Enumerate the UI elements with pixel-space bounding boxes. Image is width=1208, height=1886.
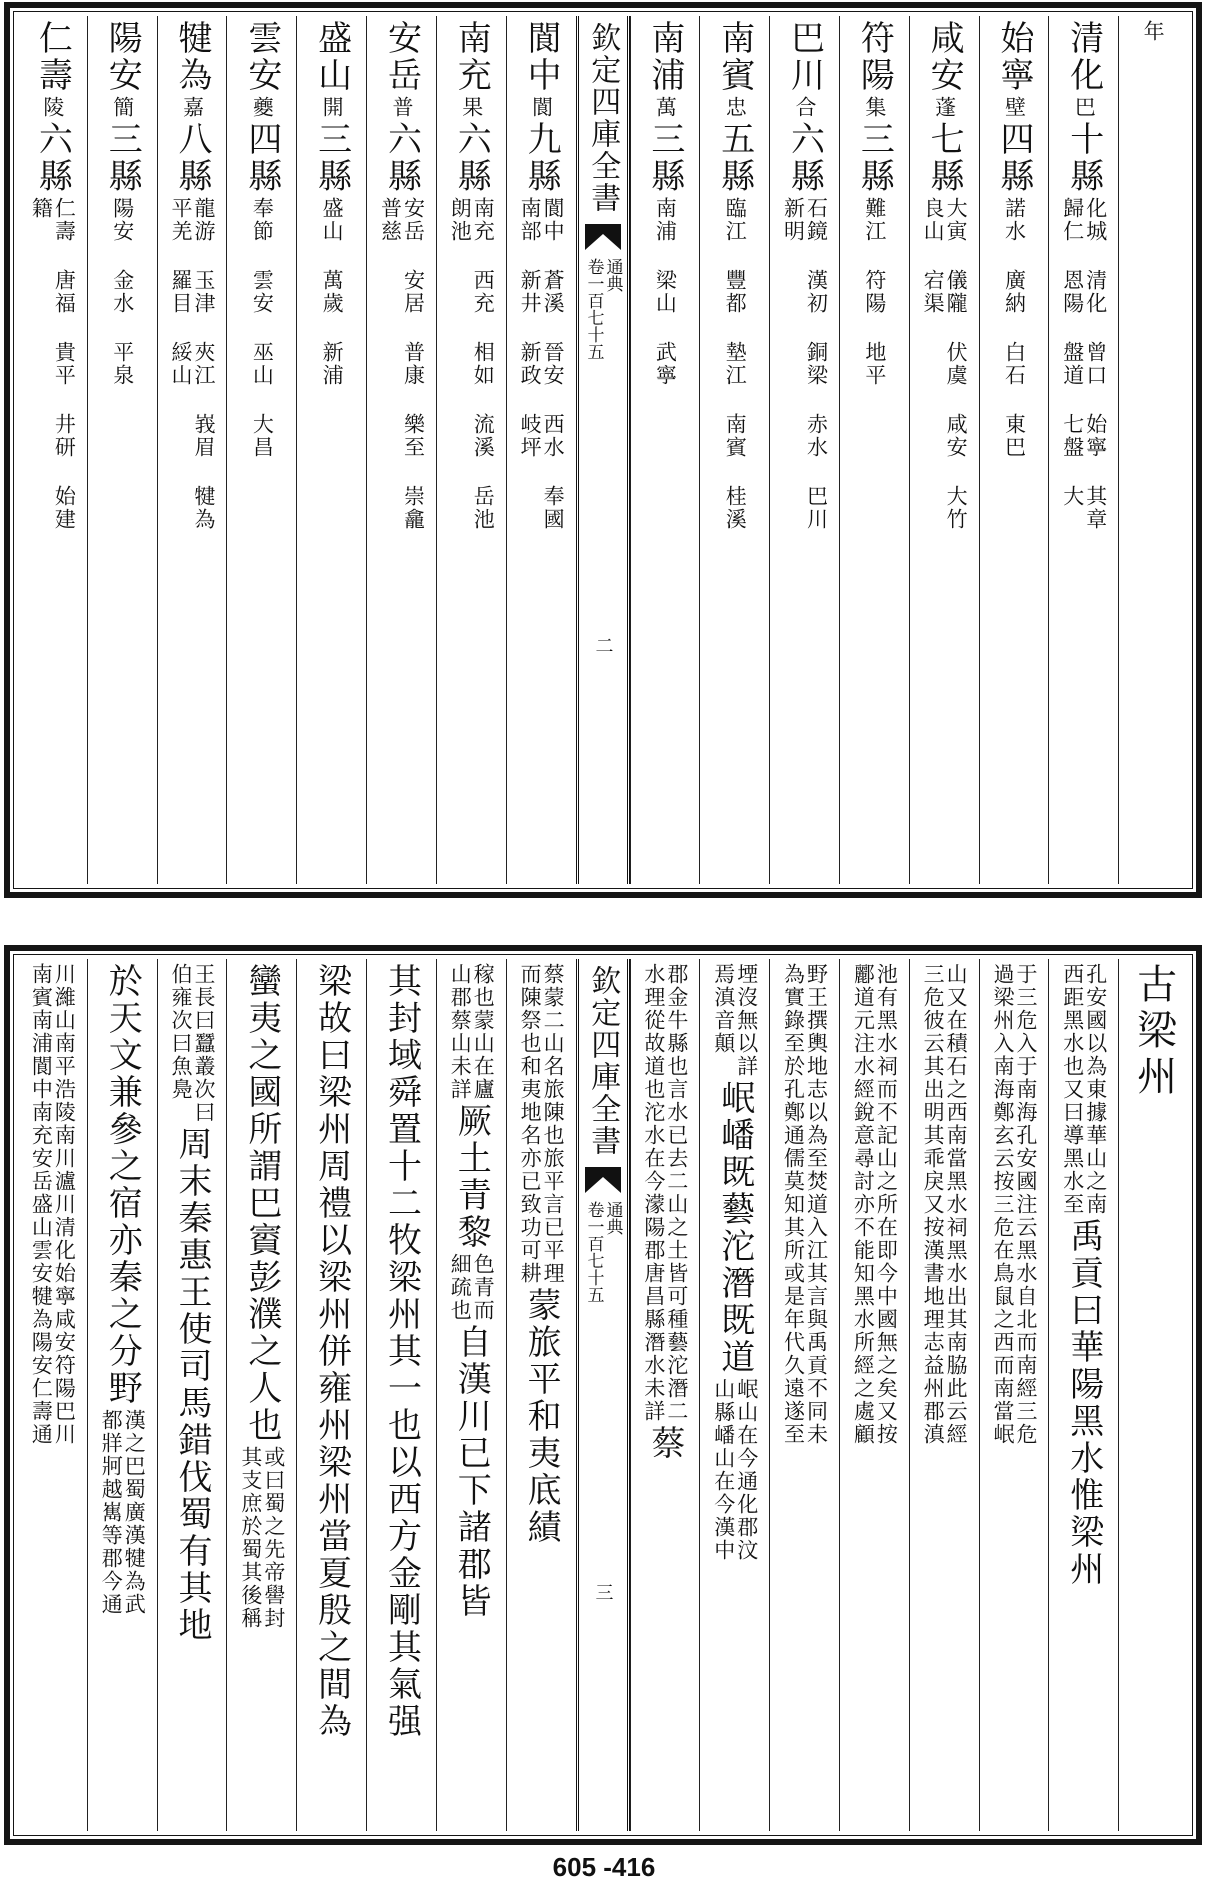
text-column (18, 16, 87, 884)
text-column (699, 16, 769, 884)
heading-group (993, 20, 1034, 195)
note-line: 閬 (529, 96, 554, 119)
note-line: 過梁州入南海鄭玄云按三危在鳥鼠之西而南當岷 (990, 963, 1015, 1446)
note-line: 蔡蒙二山名旅陳也旅平言已平理 (541, 963, 566, 1285)
column-flow (1062, 963, 1106, 1588)
column-flow (29, 20, 77, 531)
text-column (366, 16, 436, 884)
note-line: 酈道元注水經銳意尋討亦不能知黑水所經之處顧 (851, 963, 876, 1446)
text-column (226, 959, 296, 1831)
note-line: 閬中 蒼溪 晉安 西水 奉國 (541, 197, 566, 531)
note-line: 奉節 雲安 巫山 大昌 (250, 197, 275, 459)
main-text: 九縣 (521, 121, 562, 195)
note-line: 蓬 (932, 96, 957, 119)
text-column (87, 959, 157, 1831)
column-flow (29, 963, 77, 1446)
column-flow (169, 20, 217, 531)
note-line: 石鏡 漢初 銅梁 赤水 巴川 (804, 197, 829, 531)
note-line: 南賓南浦閬中南充安岳盛山雲安犍為陽安仁壽通 (29, 963, 54, 1446)
text-column (157, 16, 227, 884)
column-flow (311, 963, 352, 1740)
main-text: 四縣 (241, 121, 282, 195)
note-line: 大寅 儀隴 伏虞 咸安 大竹 (944, 197, 969, 531)
note-line: 為實錄至於孔鄭通儒莫知其所或是年代久遠遂至 (781, 963, 806, 1446)
text-column (769, 959, 839, 1831)
main-text: 五縣 (714, 121, 755, 195)
heading-group (644, 20, 685, 195)
fish-tail-icon (585, 1167, 621, 1193)
source-title: 通典 (602, 258, 623, 292)
note-line: 稼也蒙山在廬 (471, 963, 496, 1101)
heading-group (924, 20, 965, 195)
text-column (18, 959, 87, 1831)
note-line: 郡金牛縣也言水已去二山之土皆可種藝沱潛二 (664, 963, 689, 1423)
volume-number: 卷一百七十五 (583, 1201, 604, 1303)
main-text: 三縣 (644, 121, 685, 195)
note-line: 南部 新井 新政 岐坪 (518, 197, 543, 459)
column-flow (378, 20, 426, 531)
main-text: 安岳 (381, 20, 422, 94)
note-line: 諾水 廣納 白石 東巴 (1002, 197, 1027, 459)
main-text: 六縣 (451, 121, 492, 195)
commentary (448, 1253, 496, 1322)
main-text: 南浦 (644, 20, 685, 94)
column-flow (921, 20, 969, 531)
column-flow (169, 963, 217, 1644)
commentary (250, 197, 275, 459)
commentary (378, 197, 426, 531)
text-column (839, 16, 909, 884)
column-flow (643, 963, 687, 1462)
note-line: 伯雍次曰魚鳧 (169, 963, 194, 1101)
commentary (783, 963, 827, 1446)
note-line: 普慈 (378, 197, 403, 243)
note-line: 臨江 豐都 墊江 南賓 桂溪 (723, 197, 748, 531)
main-text: 八縣 (172, 121, 213, 195)
volume-number: 卷一百七十五 (583, 258, 604, 360)
commentary (851, 963, 899, 1446)
note-line: 陵 (40, 96, 65, 119)
main-text: 咸安 (924, 20, 965, 94)
note-line: 良山 宕渠 (921, 197, 946, 315)
commentary (643, 963, 687, 1423)
leaf-number: 三 (592, 1583, 614, 1601)
main-text: 犍為 (172, 20, 213, 94)
main-text: 三縣 (854, 121, 895, 195)
note-line: 果 (459, 96, 484, 119)
commentary (99, 1409, 147, 1616)
column-flow (1062, 20, 1106, 531)
commentary (240, 1446, 284, 1630)
commentary (713, 1378, 757, 1562)
text-column (839, 959, 909, 1831)
column-flow (518, 963, 566, 1546)
text-column (979, 16, 1049, 884)
note-line: 細疏也 (448, 1253, 473, 1322)
commentary (783, 197, 827, 531)
note-line: 難江 符陽 地平 (862, 197, 887, 387)
note-line: 三危彼云其出明其乖戾又按漢書地理志益州郡滇 (921, 963, 946, 1446)
text-column (87, 16, 157, 884)
leaf-number: 二 (592, 636, 614, 654)
text-column (157, 959, 227, 1831)
note-line: 夔 (250, 96, 275, 119)
main-text: 清化 (1063, 20, 1104, 94)
column-flow (102, 20, 143, 387)
heading-group (311, 20, 352, 195)
commentary (448, 963, 496, 1101)
main-text: 六縣 (381, 121, 422, 195)
column-flow (99, 963, 147, 1616)
note-line: 壁 (1002, 96, 1027, 119)
text-column (296, 959, 366, 1831)
main-text: 仁壽 (32, 20, 73, 94)
text-column (296, 16, 366, 884)
column-flow (448, 20, 496, 531)
commentary (1142, 20, 1165, 43)
main-text: 厥土青黎 (451, 1103, 492, 1251)
column-flow (713, 963, 757, 1562)
heading-group (32, 20, 73, 195)
text-column (436, 16, 506, 884)
column-flow (644, 20, 685, 387)
heading-group (381, 20, 422, 195)
text-column (506, 16, 576, 884)
text-column (769, 16, 839, 884)
heading-group (1063, 20, 1104, 195)
note-line: 焉滇音顛 (711, 963, 736, 1055)
column-flow (921, 963, 969, 1446)
note-line: 山縣嶓山在今漢中 (711, 1378, 736, 1562)
commentary (921, 197, 969, 531)
main-text: 於天文兼參之宿亦秦之分野 (102, 963, 143, 1407)
text-column (630, 959, 700, 1831)
note-line: 或曰蜀之先帝嚳封 (261, 1446, 286, 1630)
heading-group (102, 20, 143, 195)
note-line: 籍 (29, 197, 54, 220)
commentary (1002, 197, 1027, 459)
column-flow (992, 963, 1036, 1446)
text-column (1118, 16, 1188, 884)
note-line: 巴 (1072, 96, 1097, 119)
main-text: 蒙旅平和夷底績 (521, 1287, 562, 1546)
commentary (713, 963, 757, 1078)
commentary (29, 197, 77, 531)
book-title: 欽定四庫全書 (585, 965, 621, 1157)
note-line: 堙沒無以詳 (734, 963, 759, 1078)
note-line: 普 (389, 96, 414, 119)
main-text: 梁故曰梁州周禮以梁州併雍州梁州當夏殷之間為 (311, 963, 352, 1740)
main-text: 巴川 (784, 20, 825, 94)
note-line: 孔安國以為東據華山之南 (1083, 963, 1108, 1216)
note-line: 化城 清化 曾口 始寧 其章 (1083, 197, 1108, 531)
column-flow (1142, 20, 1165, 43)
note-line: 萬 (653, 96, 678, 119)
page-number: 605 -416 (552, 1852, 656, 1882)
commentary (864, 197, 885, 387)
note-line: 南充 西充 相如 流溪 岳池 (471, 197, 496, 531)
text-column (1048, 959, 1118, 1831)
main-text: 三縣 (311, 121, 352, 195)
center-strip (576, 16, 630, 884)
note-line: 漢之巴蜀廣漢犍為武 (122, 1409, 147, 1616)
main-text: 禹貢曰華陽黑水惟梁州 (1063, 1218, 1104, 1588)
main-text: 南充 (451, 20, 492, 94)
text-column (226, 16, 296, 884)
main-text: 盛山 (311, 20, 352, 94)
main-text: 閬中 (521, 20, 562, 94)
main-text: 岷嶓既藝沱潛既道 (714, 1080, 755, 1376)
commentary (921, 963, 969, 1446)
note-line: 新明 (781, 197, 806, 243)
column-flow (240, 963, 284, 1630)
upper-columns (18, 16, 1188, 884)
note-line: 山又在積石之西南當黑水祠黑水出其南脇此云經 (944, 963, 969, 1446)
note-line: 岷山在今通化郡汶 (734, 1378, 759, 1562)
commentary (653, 197, 678, 387)
column-flow (714, 20, 755, 531)
upper-page (4, 2, 1202, 898)
text-column (979, 959, 1049, 1831)
commentary (448, 197, 496, 531)
note-line: 陽安 金水 平泉 (110, 197, 135, 387)
main-text: 蠻夷之國所謂巴賨彭濮之人也 (241, 963, 282, 1444)
note-line: 忠 (723, 96, 748, 119)
main-text: 七縣 (924, 121, 965, 195)
commentary (518, 963, 566, 1285)
commentary (29, 963, 77, 1446)
note-line: 歸仁 恩陽 盤道 七盤 大 (1060, 197, 1085, 508)
note-line: 色青而 (471, 1253, 496, 1322)
note-line: 開 (320, 96, 345, 119)
text-column (909, 16, 979, 884)
page-info (585, 258, 621, 360)
note-line: 年 (1141, 20, 1166, 43)
main-text: 四縣 (993, 121, 1034, 195)
heading-group (451, 20, 492, 195)
text-column (436, 959, 506, 1831)
note-line: 都牂牁越嶲等郡今通 (99, 1409, 124, 1616)
note-line: 安岳 安居 普康 樂至 崇龕 (401, 197, 426, 531)
page-info (585, 1201, 621, 1303)
center-strip (576, 959, 630, 1831)
heading-group (521, 20, 562, 195)
source-title: 通典 (602, 1201, 623, 1235)
note-line: 王長曰蠶叢次曰 (192, 963, 217, 1124)
column-flow (241, 20, 282, 459)
note-line: 西距黑水也又曰導黑水至 (1060, 963, 1085, 1216)
column-flow (448, 963, 496, 1620)
text-column (630, 16, 700, 884)
column-flow (854, 20, 895, 387)
note-line: 龍游 玉津 夾江 峩眉 犍為 (192, 197, 217, 531)
note-line: 盛山 萬歲 新浦 (320, 197, 345, 387)
main-text: 六縣 (784, 121, 825, 195)
column-flow (851, 963, 899, 1446)
column-flow (381, 963, 422, 1740)
heading-group (784, 20, 825, 195)
note-line: 川濰山南平浩陵南川瀘川清化始寧咸安符陽巴川 (52, 963, 77, 1446)
note-line: 南浦 梁山 武寧 (653, 197, 678, 387)
note-line: 池有黑水祠而不記山之所在即今中國無之矣又按 (874, 963, 899, 1446)
heading-group (854, 20, 895, 195)
main-text: 雲安 (241, 20, 282, 94)
commentary (320, 197, 345, 387)
main-text: 六縣 (32, 121, 73, 195)
column-flow (783, 20, 827, 531)
fish-tail-icon (585, 224, 621, 250)
main-text: 十縣 (1063, 121, 1104, 195)
column-flow (993, 20, 1034, 459)
text-column (1048, 16, 1118, 884)
main-text: 南賓 (714, 20, 755, 94)
note-line: 而陳祭也和夷地名亦已致功可耕 (518, 963, 543, 1285)
note-line: 野王撰輿地志以為至焚道入江其言與禹貢不同未 (804, 963, 829, 1446)
note-line: 朗池 (448, 197, 473, 243)
section-title: 古梁州 (1130, 963, 1177, 1101)
text-column (699, 959, 769, 1831)
note-line: 山郡蔡山未詳 (448, 963, 473, 1101)
commentary (169, 197, 217, 531)
text-column (506, 959, 576, 1831)
note-line: 嘉 (180, 96, 205, 119)
main-text: 三縣 (102, 121, 143, 195)
heading-group (714, 20, 755, 195)
text-column (366, 959, 436, 1831)
main-text: 周末秦惠王使司馬錯伐蜀有其地 (172, 1126, 213, 1644)
commentary (992, 963, 1036, 1446)
main-text: 其封域舜置十二牧梁州其一也以西方金剛其氣强 (381, 963, 422, 1740)
column-flow (311, 20, 352, 387)
commentary (112, 197, 133, 387)
lower-page (4, 945, 1202, 1845)
commentary (723, 197, 748, 531)
main-text: 符陽 (854, 20, 895, 94)
note-line: 于三危入于南海孔安國注云黑水自北而南經三危 (1013, 963, 1038, 1446)
heading-group (241, 20, 282, 195)
lower-columns (18, 959, 1188, 1831)
main-text: 始寧 (993, 20, 1034, 94)
note-line: 水理從故道也沱水在今濛陽郡唐昌縣潛水未詳 (641, 963, 666, 1423)
column-flow (518, 20, 566, 531)
note-line: 仁壽 唐福 貴平 井研 始建 (52, 197, 77, 531)
main-text: 自漢川已下諸郡皆 (451, 1324, 492, 1620)
commentary (518, 197, 566, 531)
note-line: 平羌 羅目 綏山 (169, 197, 194, 387)
heading-group (172, 20, 213, 195)
book-title: 欽定四庫全書 (585, 22, 621, 214)
note-line: 其支庶於蜀其後稱 (238, 1446, 263, 1630)
text-column (1118, 959, 1188, 1831)
commentary (1062, 963, 1106, 1216)
note-line: 集 (862, 96, 887, 119)
note-line: 合 (793, 96, 818, 119)
column-flow (783, 963, 827, 1446)
main-text: 蔡 (644, 1425, 685, 1462)
commentary (169, 963, 217, 1124)
main-text: 陽安 (102, 20, 143, 94)
note-line: 簡 (110, 96, 135, 119)
text-column (909, 959, 979, 1831)
commentary (1062, 197, 1106, 531)
